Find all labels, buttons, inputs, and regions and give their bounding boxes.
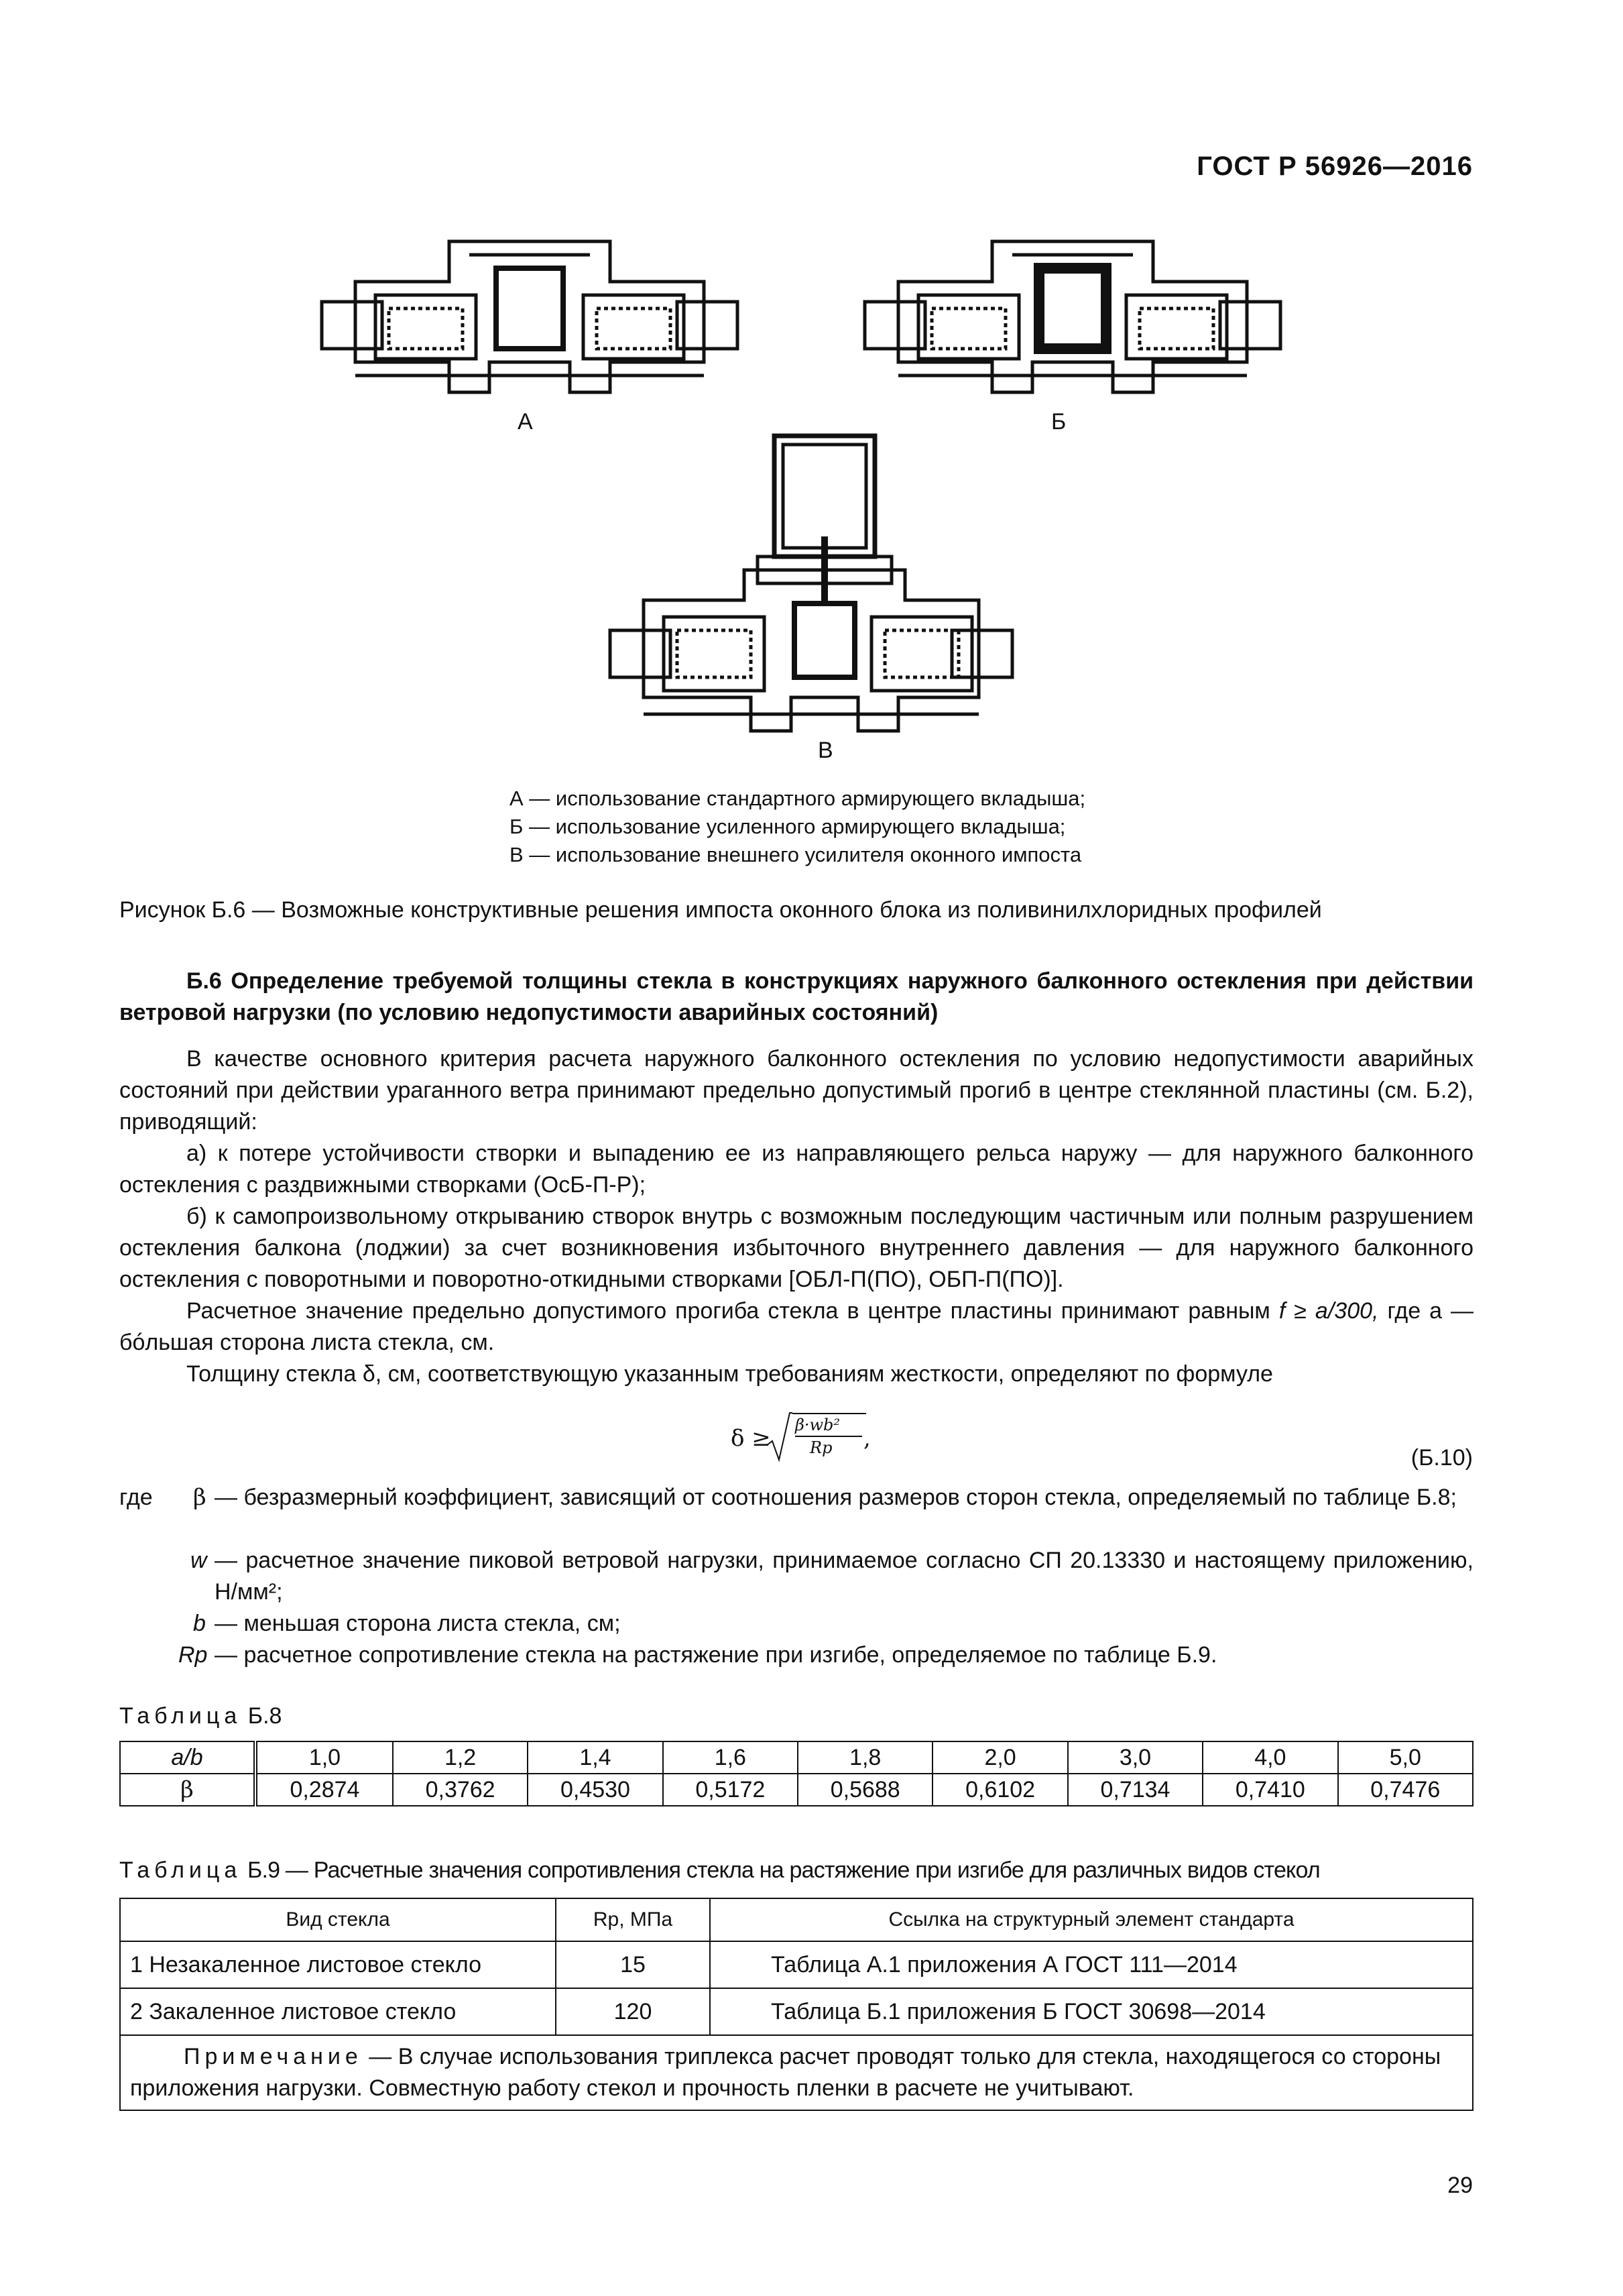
table-cell: 0,2874 [255, 1774, 393, 1806]
table-row [120, 1774, 1473, 1806]
table-cell: 120 [556, 1988, 710, 2035]
table-cell: 2,0 [933, 1741, 1067, 1774]
figure-legend [509, 785, 1085, 869]
formula-radical [766, 1412, 792, 1465]
formula-lhs: δ ≥ [731, 1425, 771, 1452]
table-cell: 3,0 [1068, 1741, 1203, 1774]
paragraph-deflection [119, 1296, 1474, 1359]
where-sym-w: w [190, 1548, 207, 1573]
where-sym-beta: β [193, 1484, 206, 1511]
table-cell: Таблица Б.1 приложения Б ГОСТ 30698—2014 [710, 1988, 1473, 2035]
paragraph-item-a: а) к потере устойчивости створки и выпадению ее из направляющего рельса наружу — для наружного балконного остекления с раздвижными створками (ОсБ-П-Р); [119, 1141, 1474, 1198]
deflection-where: где a — бóльшая сторона листа стекла, см. [119, 1298, 1474, 1355]
table-b8 [119, 1741, 1474, 1806]
formula-tail: , [863, 1425, 871, 1452]
where-sym-rp: Rp [178, 1642, 208, 1668]
paragraph-item-b: б) к самопроизвольному открыванию створок внутрь с возможным последующим частичным или полным разрушением остекления балкона (лоджии) за счет возникновения избыточного внутреннего давления — для наружного балконного остекления с поворотными и поворотно-откидными створками [ОБЛ-П(ПО), ОБП-П(ПО)]. [119, 1204, 1474, 1292]
table8-row-head: β [120, 1774, 255, 1806]
paragraph-thickness: Толщину стекла δ, см, соответствующую указанным требованиям жесткости, определяют по формуле [186, 1361, 1273, 1387]
table-cell: 0,6102 [933, 1774, 1067, 1806]
table9-title [119, 1857, 1474, 1884]
table-cell: 1,0 [255, 1741, 393, 1774]
where-text-w: — расчетное значение пиковой ветровой нагрузки, принимаемое согласно СП 20.13330 и настоящему приложению, Н/мм²; [215, 1548, 1474, 1605]
table-cell: 1,4 [528, 1741, 662, 1774]
table-b9 [119, 1898, 1474, 2111]
table-note-row [120, 2035, 1473, 2110]
table-cell: 1,6 [663, 1741, 798, 1774]
table-note-text: — В случае использования триплекса расчет проводят только для стекла, находящегося со стороны приложения нагрузки. Совместную работу стекол и прочность пленки в расчете не учитывают. [130, 2044, 1441, 2101]
where-lead: где [119, 1485, 153, 1510]
deflection-formula: f ≥ a/300, [1278, 1298, 1379, 1324]
table8-title [119, 1703, 282, 1729]
page-number: 29 [1447, 2173, 1473, 2198]
legend-item-c: В — использование внешнего усилителя оконного импоста [509, 843, 1082, 866]
figure-c-drawing [603, 429, 1019, 738]
deflection-text: Расчетное значение предельно допустимого прогиба стекла в центре пластины принимают равным [186, 1298, 1270, 1324]
formula-b10 [731, 1412, 905, 1465]
figure-label-a: А [518, 409, 533, 435]
table-cell: Таблица А.1 приложения А ГОСТ 111—2014 [710, 1941, 1473, 1988]
formula-number: (Б.10) [1410, 1445, 1473, 1471]
figure-b-drawing [858, 228, 1287, 396]
table9-title-rest: Б.9 — Расчетные значения сопротивления стекла на растяжение при изгибе для различных видов стекол [247, 1857, 1320, 1883]
table-header-row [120, 1898, 1473, 1941]
table-cell: 0,4530 [528, 1774, 662, 1806]
section-heading: Б.6 Определение требуемой толщины стекла в конструкциях наружного балконного остекления при действии ветровой нагрузки (по условию недопустимости аварийных состояний) [119, 968, 1474, 1025]
table-cell: 0,7134 [1068, 1774, 1203, 1806]
table-note-word: Примечание [184, 2044, 363, 2069]
table-cell: 5,0 [1338, 1741, 1473, 1774]
table9-title-word: Таблица [119, 1857, 242, 1883]
formula-numerator: β·wb² [795, 1416, 841, 1434]
table-cell: 4,0 [1203, 1741, 1337, 1774]
figure-caption: Рисунок Б.6 — Возможные конструктивные решения импоста оконного блока из поливинилхлоридных профилей [119, 897, 1322, 923]
table-cell: 0,5172 [663, 1774, 798, 1806]
table-header-cell: Ссылка на структурный элемент стандарта [710, 1898, 1473, 1941]
figure-label-b: Б [1051, 409, 1067, 435]
table-cell: 0,5688 [798, 1774, 933, 1806]
table8-title-number: Б.8 [247, 1703, 282, 1729]
table-header-cell: Вид стекла [120, 1898, 556, 1941]
where-text-beta: — безразмерный коэффициент, зависящий от соотношения размеров сторон стекла, определяемый по таблице Б.8; [215, 1485, 1457, 1510]
where-text-rp: — расчетное сопротивление стекла на растяжение при изгибе, определяемое по таблице Б.9. [215, 1642, 1217, 1668]
table-cell: 1,2 [393, 1741, 528, 1774]
table8-title-word: Таблица [119, 1703, 242, 1729]
document-standard-number: ГОСТ Р 56926—2016 [1197, 152, 1473, 181]
table-row [120, 1941, 1473, 1988]
section-body [119, 966, 1474, 1390]
where-text-b: — меньшая сторона листа стекла, см; [215, 1611, 621, 1636]
figure-a-drawing [315, 228, 744, 396]
table8-row-head: a/b [120, 1741, 255, 1774]
formula-denominator: Rp [810, 1438, 833, 1457]
table-note [120, 2035, 1473, 2110]
paragraph-criterion: В качестве основного критерия расчета наружного балконного остекления по условию недопустимости аварийных состояний при действии ураганного ветра принимают предельно допустимый прогиб в центре стеклянной пластины (см. Б.2), приводящий: [119, 1046, 1474, 1135]
table-row [120, 1988, 1473, 2035]
table-header-cell: Rp, МПа [556, 1898, 710, 1941]
table-cell: 15 [556, 1941, 710, 1988]
figure-label-c: В [818, 738, 833, 763]
legend-item-a: А — использование стандартного армирующего вкладыша; [509, 787, 1086, 810]
table-cell: 1,8 [798, 1741, 933, 1774]
table-cell: 0,3762 [393, 1774, 528, 1806]
table-cell: 1 Незакаленное листовое стекло [120, 1941, 556, 1988]
table-cell: 2 Закаленное листовое стекло [120, 1988, 556, 2035]
table-row [120, 1741, 1473, 1774]
table-cell: 0,7476 [1338, 1774, 1473, 1806]
table-cell: 0,7410 [1203, 1774, 1337, 1806]
legend-item-b: Б — использование усиленного армирующего вкладыша; [509, 815, 1066, 838]
where-sym-b: b [193, 1611, 206, 1636]
